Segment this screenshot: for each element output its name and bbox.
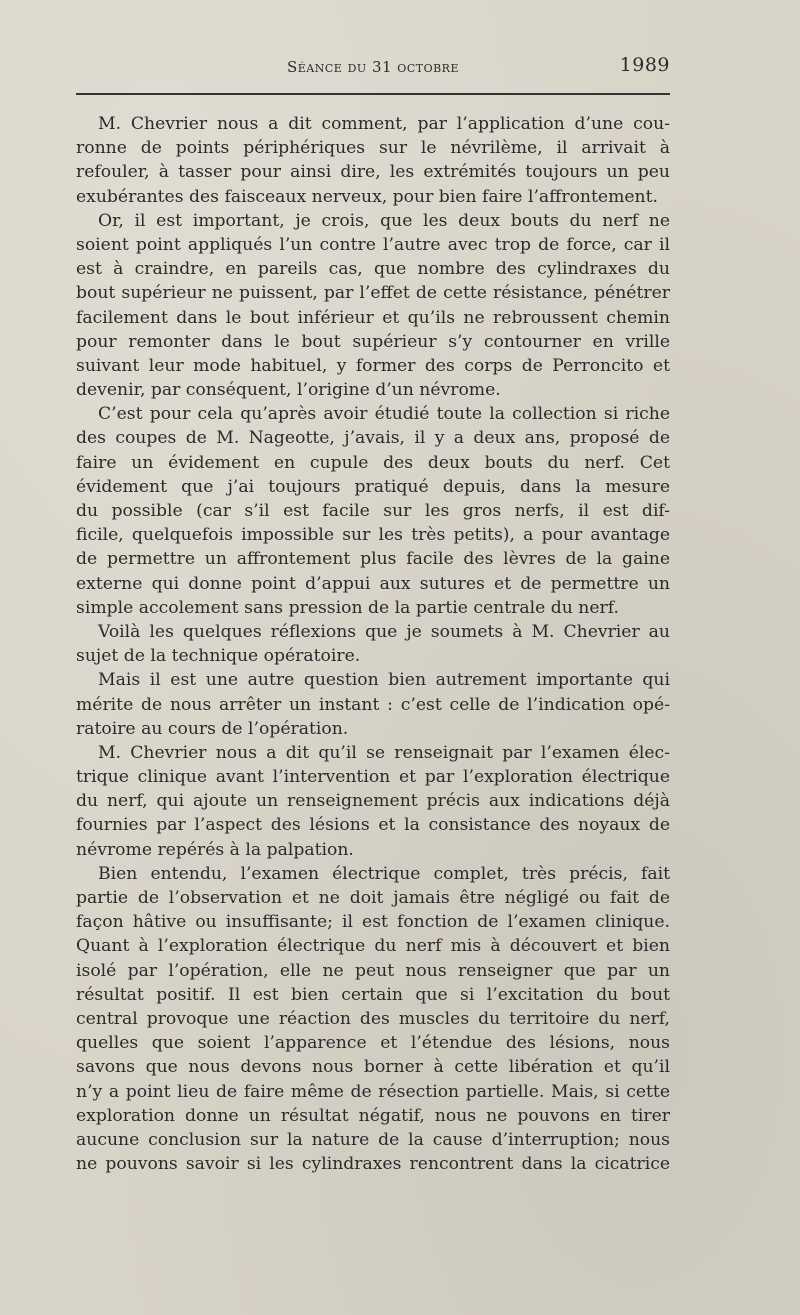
- text-line: M. Chevrier nous a dit comment, par l’application d’une cou-: [98, 114, 670, 134]
- text-line: Bien entendu, l’examen électrique complet, très précis, fait: [98, 863, 670, 884]
- text-line: résultat positif. Il est bien certain que si l’excitation du bout: [76, 984, 670, 1005]
- text-line: soient point appliqués l’un contre l’autre avec trop de force, car il: [76, 234, 670, 255]
- text-line: Or, il est important, je crois, que les deux bouts du nerf ne: [98, 210, 670, 231]
- text-line: facilement dans le bout inférieur et qu’ils ne rebroussent chemin: [76, 307, 670, 328]
- text-line: C’est pour cela qu’après avoir étudié toute la collection si riche: [98, 404, 670, 425]
- text-line: quelles que soient l’apparence et l’étendue des lésions, nous: [76, 1033, 670, 1054]
- running-title: Séance du 31 octobre: [287, 58, 459, 76]
- text-line: externe qui donne point d’appui aux sutures et de permettre un: [76, 573, 670, 594]
- text-line: exubérantes des faisceaux nerveux, pour bien faire l’affrontement.: [76, 186, 658, 207]
- text-line: du nerf, qui ajoute un renseignement précis aux indications déjà: [76, 791, 670, 812]
- text-line: aucune conclusion sur la nature de la cause d’interruption; nous: [76, 1129, 670, 1150]
- body-text: [76, 112, 670, 1176]
- text-line: n’y a point lieu de faire même de résection partielle. Mais, si cette: [76, 1081, 670, 1102]
- text-line: M. Chevrier nous a dit qu’il se renseignait par l’examen élec-: [98, 742, 670, 763]
- text-line: sujet de la technique opératoire.: [76, 646, 361, 667]
- text-line: ronne de points périphériques sur le névrilème, il arrivait à: [76, 138, 670, 159]
- text-line: suivant leur mode habituel, y former des corps de Perroncito et: [76, 355, 670, 376]
- text-line: ratoire au cours de l’opération.: [76, 718, 349, 739]
- text-line: central provoque une réaction des muscles du territoire du nerf,: [76, 1008, 670, 1029]
- text-line: simple accolement sans pression de la partie centrale du nerf.: [76, 597, 619, 618]
- running-head: [76, 52, 670, 80]
- text-line: ficile, quelquefois impossible sur les très petits), a pour avantage: [76, 525, 670, 546]
- text-line: est à craindre, en pareils cas, que nombre des cylindraxes du: [76, 259, 670, 280]
- text-line: Voilà les quelques réflexions que je soumets à M. Chevrier au: [98, 621, 670, 642]
- text-line: Mais il est une autre question bien autrement importante qui: [98, 670, 670, 691]
- text-line: évidement que j’ai toujours pratiqué depuis, dans la mesure: [76, 476, 670, 497]
- text-line: du possible (car s’il est facile sur les gros nerfs, il est dif-: [76, 501, 670, 521]
- text-line: fournies par l’aspect des lésions et la consistance des noyaux de: [76, 815, 670, 836]
- text-line: pour remonter dans le bout supérieur s’y contourner en vrille: [76, 331, 670, 352]
- text-line: mérite de nous arrêter un instant : c’est celle de l’indication opé-: [76, 694, 670, 715]
- text-line: ne pouvons savoir si les cylindraxes rencontrent dans la cicatrice: [76, 1154, 670, 1175]
- text-line: faire un évidement en cupule des deux bouts du nerf. Cet: [76, 452, 670, 473]
- page-number: 1989: [619, 54, 670, 76]
- text-line: devenir, par conséquent, l’origine d’un névrome.: [76, 380, 501, 401]
- text-line: isolé par l’opération, elle ne peut nous renseigner que par un: [76, 960, 670, 981]
- text-line: façon hâtive ou insuffisante; il est fonction de l’examen clinique.: [76, 912, 670, 933]
- header-rule: [76, 93, 670, 95]
- text-line: refouler, à tasser pour ainsi dire, les extrémités toujours un peu: [76, 162, 670, 183]
- text-line: bout supérieur ne puissent, par l’effet de cette résistance, pénétrer: [76, 283, 670, 304]
- text-line: de permettre un affrontement plus facile des lèvres de la gaine: [76, 549, 670, 570]
- text-line: partie de l’observation et ne doit jamais être négligé ou fait de: [76, 888, 670, 908]
- text-line: des coupes de M. Nageotte, j’avais, il y a deux ans, proposé de: [76, 428, 670, 449]
- text-line: Quant à l’exploration électrique du nerf mis à découvert et bien: [76, 936, 670, 957]
- text-line: savons que nous devons nous borner à cette libération et qu’il: [76, 1057, 670, 1078]
- text-line: trique clinique avant l’intervention et par l’exploration électrique: [76, 767, 670, 788]
- text-line: exploration donne un résultat négatif, nous ne pouvons en tirer: [76, 1105, 670, 1126]
- text-line: névrome repérés à la palpation.: [76, 839, 354, 860]
